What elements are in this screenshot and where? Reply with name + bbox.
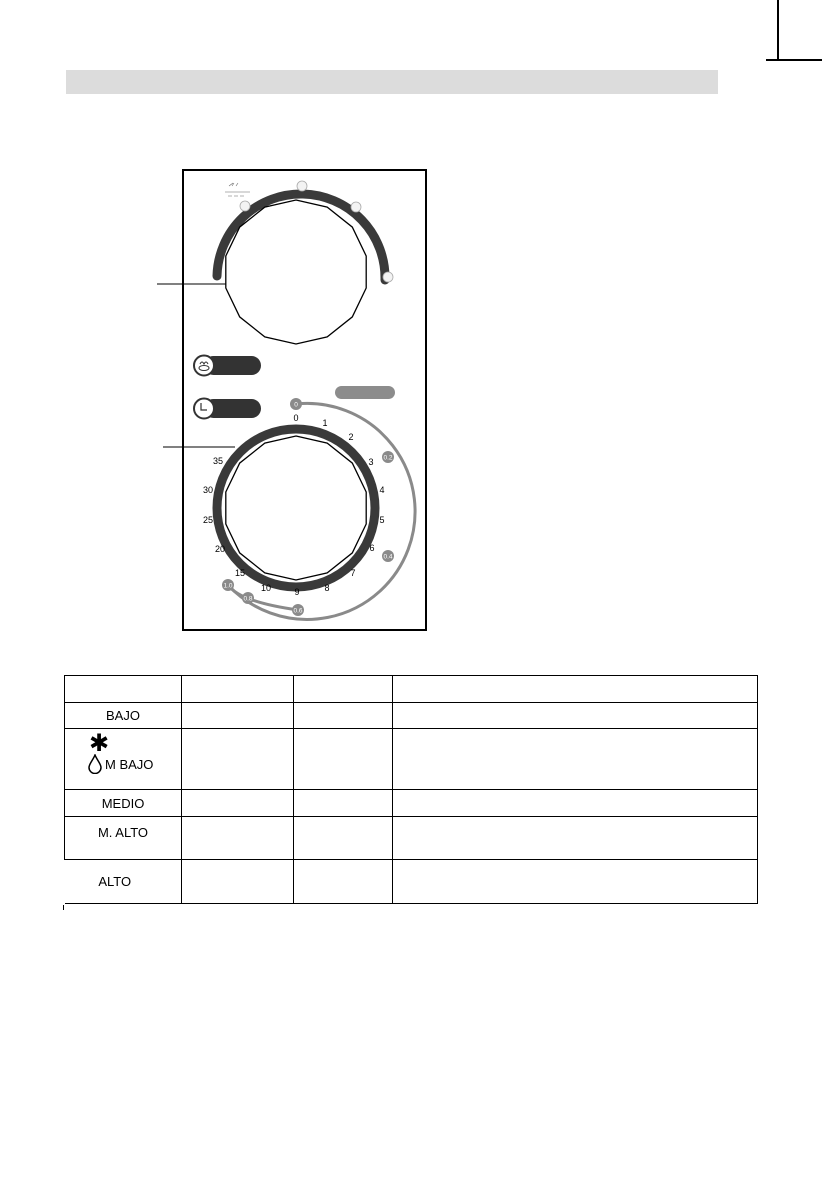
- table-cell: [182, 817, 294, 860]
- timer-scale-label: 8: [324, 583, 330, 593]
- table-cell: [294, 729, 393, 790]
- svg-text:0.4: 0.4: [383, 553, 393, 561]
- power-level-label: M BAJO: [105, 757, 154, 772]
- table-row: [65, 729, 758, 790]
- indicator-pill: [335, 386, 395, 399]
- table-edge-tick: [63, 905, 64, 910]
- svg-text:0.8: 0.8: [243, 595, 253, 603]
- table-cell: [393, 703, 758, 729]
- weight-scale-label: [242, 592, 254, 604]
- power-level-label: M. ALTO: [97, 825, 149, 840]
- table-cell: [294, 703, 393, 729]
- timer-scale-label: 35: [212, 456, 224, 466]
- table-cell: [393, 817, 758, 860]
- clock-button[interactable]: [194, 399, 261, 419]
- snowflake-icon: ✱: [89, 729, 110, 757]
- table-header-cell: [294, 676, 393, 703]
- table-row: [65, 790, 758, 817]
- svg-text:0: 0: [294, 401, 298, 409]
- table-header-cell: [182, 676, 294, 703]
- table-cell: [182, 790, 294, 817]
- svg-text:0.6: 0.6: [293, 607, 303, 615]
- table-cell: [182, 860, 294, 904]
- timer-scale-label: 1: [322, 418, 328, 428]
- defrost-level-cell: [65, 729, 181, 789]
- timer-scale-label: 9: [294, 587, 300, 597]
- power-level-label: ALTO: [98, 874, 132, 889]
- power-level-label: MEDIO: [101, 795, 145, 811]
- table-header-cell: [65, 676, 182, 703]
- table-row: [65, 860, 758, 904]
- weight-scale-label: [222, 579, 234, 591]
- weight-scale-label: [292, 604, 304, 616]
- power-marker: [383, 272, 393, 282]
- timer-scale-label: 0: [293, 413, 299, 423]
- power-marker: [240, 201, 250, 211]
- timer-scale-label: 2: [348, 432, 354, 442]
- timer-scale-label: 4: [379, 485, 385, 495]
- weight-scale-label: [382, 550, 394, 562]
- timer-scale-label: 25: [202, 515, 214, 525]
- timer-scale-label: 30: [202, 485, 214, 495]
- table-header-cell: [393, 676, 758, 703]
- timer-scale-label: 10: [260, 583, 272, 593]
- table-header-row: [65, 676, 758, 703]
- svg-text:1.0: 1.0: [223, 582, 233, 590]
- water-drop-icon: [88, 754, 102, 774]
- table-cell: [393, 790, 758, 817]
- timer-scale-label: 3: [368, 457, 374, 467]
- table-cell: [182, 703, 294, 729]
- timer-scale-label: 15: [234, 568, 246, 578]
- power-marker: [297, 181, 307, 191]
- power-level-table: [64, 675, 758, 904]
- power-level-label: BAJO: [106, 708, 140, 723]
- table-cell: [294, 790, 393, 817]
- weight-scale-label: [290, 398, 302, 410]
- timer-scale-label: 6: [369, 543, 375, 553]
- table-cell: [393, 860, 758, 904]
- svg-text:0.2: 0.2: [383, 454, 393, 462]
- timer-dial-knob[interactable]: [226, 436, 366, 580]
- power-dial-knob[interactable]: [226, 200, 366, 344]
- power-marker: [351, 202, 361, 212]
- timer-scale-label: 5: [379, 515, 385, 525]
- timer-scale-label: 20: [214, 544, 226, 554]
- table-cell: [182, 729, 294, 790]
- grill-button[interactable]: [194, 356, 261, 376]
- table-row: [65, 817, 758, 860]
- table-cell: [294, 817, 393, 860]
- timer-scale-label: 7: [350, 568, 356, 578]
- table-cell: [393, 729, 758, 790]
- table-cell: [294, 860, 393, 904]
- weight-scale-label: [382, 451, 394, 463]
- table-row: [65, 703, 758, 729]
